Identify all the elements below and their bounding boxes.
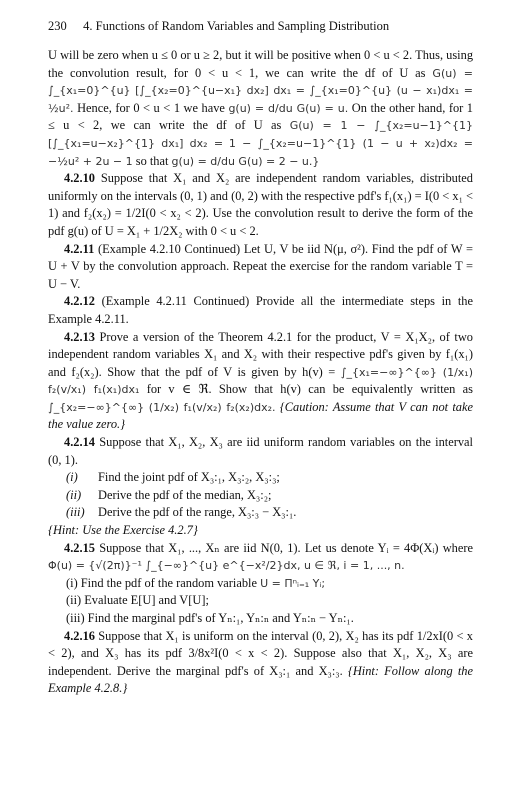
- page-number: 230: [48, 19, 67, 33]
- exercise-4-2-15-part-ii: [48, 592, 473, 610]
- part-text: Derive the pdf of the median, X₃:₂;: [98, 487, 272, 502]
- exercise-4-2-15-part-i: [48, 575, 473, 593]
- part-label: (ii): [66, 487, 82, 502]
- page-body: [48, 47, 473, 698]
- equation: G(u) = ∫_{x₁=0}^{u} [∫_{x₂=0}^{u−x₁} dx₂] dx₁ = ∫_{x₁=0}^{u} (u − x₁)dx₁ = ½u².: [48, 66, 474, 115]
- text-line: Thus, using the convolution result, for 0 < u < 1, we can write the df of U as: [48, 48, 474, 80]
- exercise-text: Prove a version of the Theorem 4.2.1 for the product, V = X₁X₂, of two independent random variables X₁ and X₂ with their respective pdf's given by f₁(x₁) and f₂(x₂). Show that the pdf of V is given by h(v) =: [48, 329, 473, 379]
- running-title: 4. Functions of Random Variables and Sampling Distribution: [83, 19, 390, 33]
- exercise-4-2-14: [48, 434, 473, 469]
- exercise-4-2-15: [48, 540, 473, 575]
- text-line: Hence, for 0 < u: [73, 100, 160, 115]
- text-line: so that: [132, 153, 172, 168]
- equation: ∫_{x₂=−∞}^{∞} (1/x₂) f₁(v/x₂) f₂(x₂)dx₂.: [48, 400, 276, 414]
- part-text: Derive the pdf of the range, X₃:₃ − X₃:₁.: [98, 505, 297, 520]
- paragraph-intro: [48, 47, 473, 170]
- caution-note: {Caution: Assume that V can not take the value zero.}: [48, 399, 473, 432]
- exercise-text: for v ∈ ℜ. Show that h(v) can be equivalently written as: [139, 382, 473, 397]
- hint-note: {Hint: Use the Exercise 4.2.7}: [48, 523, 198, 538]
- exercise-4-2-15-part-iii: [48, 610, 473, 628]
- exercise-number: 4.2.12: [64, 294, 95, 309]
- text-line: write the df of U as: [159, 118, 290, 133]
- text-line: < 1 we have: [163, 100, 229, 115]
- equation: G(u) = 1 − ∫_{x₂=u−1}^{1} [∫_{x₁=u−x₂}^{1} dx₁] dx₂ =: [48, 119, 473, 150]
- part-label: (iii): [66, 505, 85, 520]
- exercise-number: 4.2.11: [64, 241, 95, 256]
- exercise-text: Suppose that X₁, ..., Xₙ are iid N(0, 1). Let us denote Yᵢ = 4Φ(Xᵢ) where: [94, 540, 473, 555]
- exercise-number: 4.2.14: [64, 435, 95, 450]
- equation: U = Πⁿᵢ₌₁ Yᵢ;: [260, 576, 326, 590]
- text-line: U will be zero when u ≤ 0 or u ≥ 2, but it will be positive when 0 < u < 2.: [48, 48, 413, 62]
- exercise-4-2-14-part-iii: [48, 504, 473, 522]
- equation: 1 − ∫_{x₂=u−1}^{1} (1 − u + x₂)dx₂ = −½u² + 2u − 1: [48, 136, 473, 168]
- exercise-text: (Example 4.2.10 Continued) Let U, V be iid N(μ, σ²). Find the pdf of W = U + V by the convolution approach. Repeat the exercise for the random variable T = U − V.: [48, 241, 473, 291]
- exercise-number: 4.2.16: [64, 628, 95, 643]
- exercise-number: 4.2.15: [64, 540, 95, 555]
- equation: g(u) = d/du G(u) = 2 − u.}: [171, 154, 320, 168]
- equation: g(u) = d/du G(u) = u.: [228, 101, 349, 115]
- page-header: [48, 19, 473, 34]
- part-text: Find the joint pdf of X₃:₁, X₃:₂, X₃:₃;: [98, 470, 280, 485]
- exercise-number: 4.2.13: [64, 329, 95, 344]
- exercise-text: Suppose that X₁ is uniform on the interval (0, 2), X₂ has its pdf 1/2xI(0 < x < 2), and X₃ has its pdf 3/8x²I(0 < x < 2). Suppose also that X₁, X₂, X₃ are independent. Derive the marginal pdf's of X₃:₁ and X₃:₃.: [48, 628, 473, 678]
- text-line: On the other hand, for 1 ≤ u < 2, we can: [48, 100, 473, 133]
- part-text: (ii) Evaluate E[U] and V[U];: [66, 593, 209, 608]
- exercise-4-2-14-part-ii: [48, 487, 473, 505]
- exercise-text: (Example 4.2.11 Continued) Provide all the intermediate steps in the Example 4.2.11.: [48, 294, 473, 326]
- equation: ∫_{x₁=−∞}^{∞} (1/x₁) f₂(v/x₁) f₁(x₁)dx₁: [48, 365, 473, 397]
- exercise-4-2-10: [48, 170, 473, 240]
- exercise-4-2-14-part-i: [48, 469, 473, 487]
- equation: Φ(u) = {√(2π)}⁻¹ ∫_{−∞}^{u} e^{−x²/2}dx, u ∈ ℜ, i = 1, ..., n.: [48, 559, 405, 573]
- part-text: (iii) Find the marginal pdf's of Yₙ:₁, Yₙ:ₙ and Yₙ:ₙ − Yₙ:₁.: [66, 611, 354, 625]
- exercise-text: Suppose that X₁, X₂, X₃ are iid uniform random variables on the interval (0, 1).: [48, 435, 473, 467]
- part-label: (i): [66, 470, 78, 485]
- exercise-4-2-13: [48, 329, 473, 435]
- exercise-number: 4.2.10: [64, 171, 95, 186]
- exercise-4-2-14-hint: [48, 522, 473, 540]
- part-text: (i) Find the pdf of the random variable: [66, 575, 261, 590]
- exercise-4-2-16: [48, 628, 473, 698]
- hint-note: {Hint: Follow along the Example 4.2.8.}: [48, 663, 473, 696]
- exercise-4-2-11: [48, 241, 473, 294]
- exercise-text: Suppose that X₁ and X₂ are independent random variables, distributed uniformly on the intervals (0, 1) and (0, 2) with the respective pdf's f₁(x₁) = I(0 < x₁ < 1) and f₂(x₂) = 1/2I(0 < x₂ < 2). Use the convolution result to derive the form of the pdf g(u) of U = X₁ + 1/2X₂ with 0 < u < 2.: [48, 171, 473, 238]
- exercise-4-2-12: [48, 293, 473, 328]
